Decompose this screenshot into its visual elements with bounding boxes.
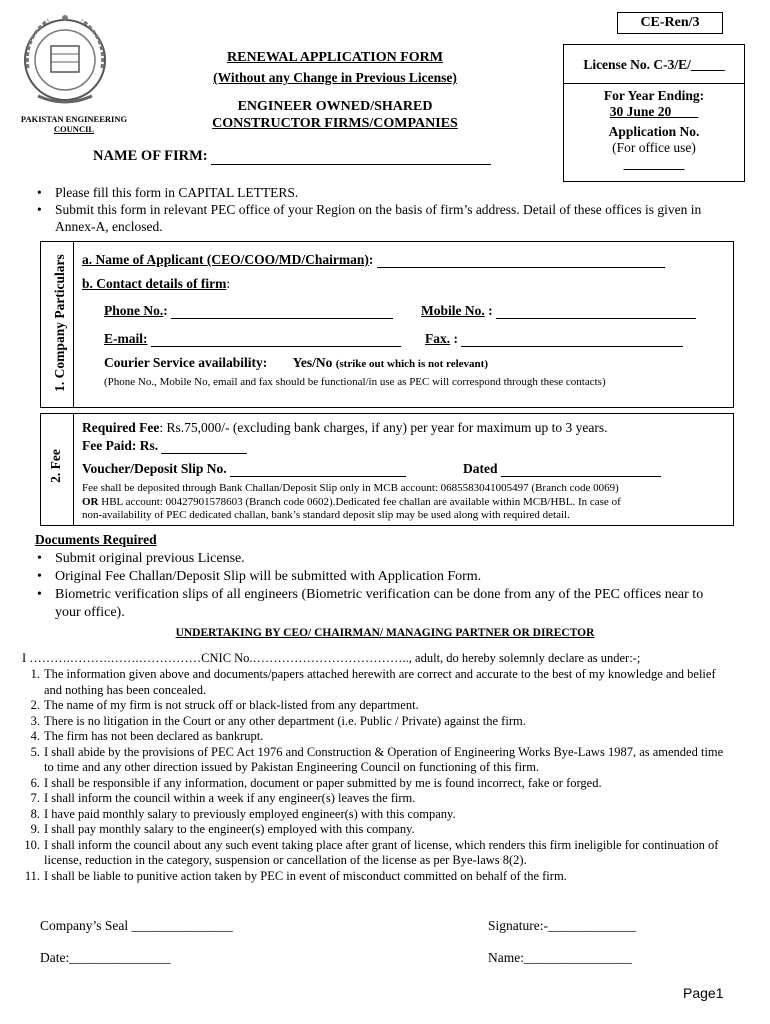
phone-field[interactable] <box>171 317 393 319</box>
logo-caption-line1: PAKISTAN ENGINEERING <box>20 114 128 124</box>
dated-row <box>463 461 661 477</box>
firm-name-label: NAME OF FIRM: <box>93 148 212 164</box>
form-title: RENEWAL APPLICATION FORM <box>227 50 443 65</box>
name-field[interactable]: Name:________________ <box>488 950 632 965</box>
fax-row: Fax. : <box>425 331 683 347</box>
undertaking-intro: I ……….……….…….……………CNIC No.……………………………….., adult, do hereby solemnly declare as under:-; <box>22 651 641 665</box>
undertaking-item: 8. I have paid monthly salary to previously employed engineer(s) with this company. <box>30 806 456 821</box>
fee-note: Fee shall be deposited through Bank Challan/Deposit Slip only in MCB account: 0685583041005497 (Branch code 0069) OR HBL account: 00427901578603 (Branch code 0602).Dedicated fee challan are available within MCB/HBL. In case of non-availability of PEC dedicated challan, bank’s standard deposit slip may be used along with required detail. <box>82 482 621 521</box>
fee-paid-label: Fee Paid: Rs. <box>82 438 159 453</box>
contact-details-heading: b. Contact details of firm: <box>82 276 231 291</box>
application-no-blank: _________ <box>623 156 685 171</box>
undertaking-list <box>20 667 732 884</box>
undertaking-item: 9. I shall pay monthly salary to the engineer(s) employed with this company. <box>30 822 415 836</box>
undertaking-heading: UNDERTAKING BY CEO/ CHAIRMAN/ MANAGING PARTNER OR DIRECTOR <box>175 627 595 639</box>
page-number: Page1 <box>683 985 724 1001</box>
instruction-item <box>33 201 713 235</box>
firm-name-row <box>93 148 491 165</box>
year-ending-value: 30 June 20____ <box>609 104 699 119</box>
firm-type-title <box>165 98 505 132</box>
undertaking-item: 7. I shall inform the council within a week if any engineer(s) leaves the firm. <box>30 791 416 805</box>
voucher-label: Voucher/Deposit Slip No. <box>82 461 227 476</box>
courier-row <box>104 355 488 371</box>
logo-caption-line2: COUNCIL <box>53 124 95 134</box>
voucher-field[interactable] <box>230 475 406 477</box>
fee-paid-row <box>82 438 247 454</box>
undertaking-item: 5. I shall abide by the provisions of PEC Act 1976 and Construction & Operation of Engineering Works Bye-Laws 1987, as amended time to time and any other direction issued by Pakistan Engineering Council on functioning of this firm. <box>30 744 724 774</box>
applicant-row: a. Name of Applicant (CEO/COO/MD/Chairman): <box>82 252 722 268</box>
email-row <box>104 331 401 347</box>
required-fee-label: Required Fee <box>82 420 160 435</box>
courier-note: (strike out which is not relevant) <box>335 358 488 370</box>
section2-side-label: 2. Fee <box>48 449 63 483</box>
application-no-label: Application No. <box>608 124 700 139</box>
license-number: License No. C-3/E/_____ <box>564 45 744 84</box>
document-item: • Submit original previous License. <box>33 550 713 568</box>
mobile-field[interactable] <box>496 317 696 319</box>
document-item: • Original Fee Challan/Deposit Slip will be submitted with Application Form. <box>33 568 713 586</box>
undertaking-item: 11. I shall be liable to punitive action taken by PEC in event of misconduct committed on behalf of the firm. <box>24 868 567 883</box>
logo-caption <box>4 114 144 134</box>
phone-row: Phone No.: <box>104 303 393 319</box>
mobile-row: Mobile No. : <box>421 303 696 319</box>
firm-name-field[interactable] <box>211 163 491 165</box>
courier-value[interactable]: Yes/No <box>292 355 333 370</box>
date-field[interactable]: Date:_______________ <box>40 950 171 965</box>
voucher-row <box>82 461 406 477</box>
section1-side-label: 1. Company Particulars <box>52 254 67 392</box>
undertaking-item: 3. There is no litigation in the Court or any other department (i.e. Public / Private) against the firm. <box>30 713 526 728</box>
undertaking-item: 2. The name of my firm is not struck off or black-listed from any department. <box>30 698 419 712</box>
contact-note: (Phone No., Mobile No, email and fax should be functional/in use as PEC will correspond through these contacts) <box>104 376 606 388</box>
instruction-item: • Please fill this form in CAPITAL LETTERS. <box>33 184 713 201</box>
email-field[interactable] <box>151 345 401 347</box>
required-fee-row <box>82 420 722 436</box>
fee-paid-field[interactable] <box>161 452 247 454</box>
company-seal-field[interactable]: Company’s Seal _______________ <box>40 918 233 933</box>
undertaking-item: 1. The information given above and documents/papers attached herewith are correct and accurate to the best of my knowledge and belief and nothing has been concealed. <box>30 667 716 697</box>
fax-label: Fax. <box>425 331 451 346</box>
pec-logo <box>18 8 112 112</box>
applicant-label: a. Name of Applicant (CEO/COO/MD/Chairman) <box>82 252 369 267</box>
dated-label: Dated <box>463 461 498 476</box>
undertaking-item: 6. I shall be responsible if any information, document or paper submitted by me is found incorrect, fake or forged. <box>30 775 602 790</box>
dated-field[interactable] <box>501 475 661 477</box>
office-use-note: (For office use) <box>612 140 696 155</box>
required-fee-text: : Rs.75,000/- (excluding bank charges, if any) per year for maximum up to 3 years. <box>159 420 608 435</box>
phone-label: Phone No. <box>104 303 164 318</box>
firm-type-line2: CONSTRUCTOR FIRMS/COMPANIES <box>212 116 458 131</box>
form-subtitle: (Without any Change in Previous License) <box>213 70 457 85</box>
license-box <box>563 44 745 182</box>
pec-seal-icon <box>18 8 112 112</box>
firm-type-line1: ENGINEER OWNED/SHARED <box>237 99 433 114</box>
instructions-list <box>33 184 713 235</box>
documents-list <box>33 550 713 622</box>
fax-field[interactable] <box>461 345 683 347</box>
undertaking-item: 10. I shall inform the council about any such event taking place after grant of license, which renders this firm ineligible for continuation of license, reduction in the category, suspension or cancellation of the license as per Bye-laws 8(2). <box>24 837 719 867</box>
form-code: CE-Ren/3 <box>640 15 700 30</box>
mobile-label: Mobile No. <box>421 303 485 318</box>
applicant-name-field[interactable] <box>377 266 665 268</box>
undertaking-item: 4. The firm has not been declared as bankrupt. <box>30 729 264 743</box>
document-item: • Biometric verification slips of all engineers (Biometric verification can be done from any of the PEC offices near to your office). <box>33 586 713 622</box>
courier-label: Courier Service availability: <box>104 355 268 370</box>
email-label: E-mail: <box>104 331 148 346</box>
documents-heading: Documents Required <box>35 532 157 547</box>
signature-field[interactable]: Signature:-_____________ <box>488 918 636 933</box>
form-code-box <box>617 12 723 34</box>
year-ending-label: For Year Ending: <box>603 88 705 103</box>
instruction-text: Submit this form in relevant PEC office of your Region on the basis of firm’s address. Detail of these offices is given in Annex-A, enclosed. <box>55 202 702 234</box>
